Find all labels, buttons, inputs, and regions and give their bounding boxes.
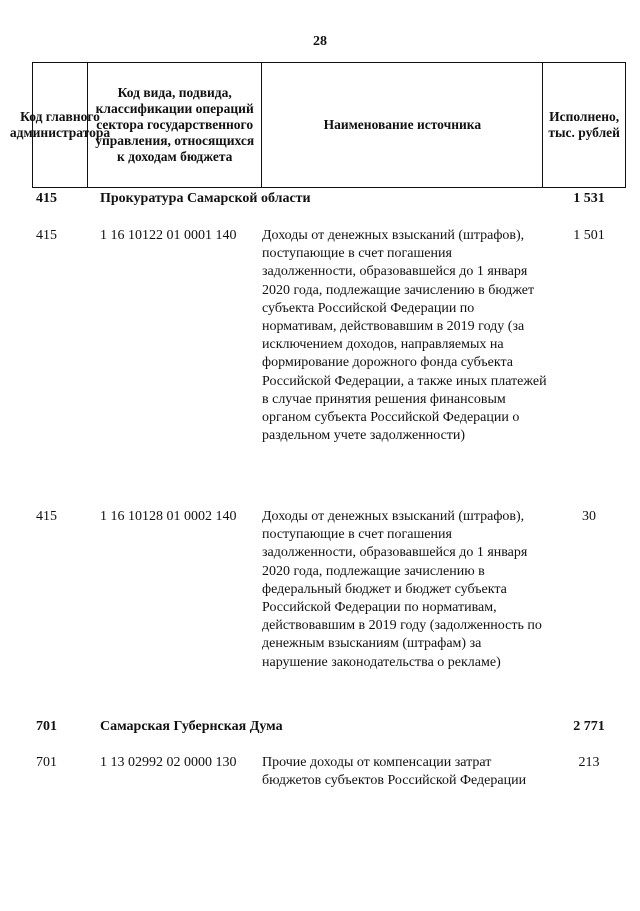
section-code: 701	[36, 719, 57, 734]
section-code: 415	[36, 191, 57, 206]
source-description: Прочие доходы от компенсации затрат бюджетов субъектов Российской Федерации	[262, 755, 527, 789]
section-name: Самарская Губернская Дума	[100, 719, 283, 734]
table-header	[9, 62, 626, 188]
header-classification-code: Код вида, подвида, классификации операций сектора государственного управления, относящихся к доходам бюджета	[88, 63, 262, 187]
classification-code: 1 16 10122 01 0001 140	[100, 228, 237, 243]
section-total: 2 771	[573, 719, 605, 734]
section-name: Прокуратура Самарской области	[100, 191, 311, 206]
header-source-name: Наименование источника	[262, 63, 543, 187]
admin-code: 701	[36, 755, 57, 770]
classification-code: 1 13 02992 02 0000 130	[100, 755, 237, 770]
executed-amount: 1 501	[573, 228, 605, 243]
executed-amount: 30	[582, 509, 596, 524]
executed-amount: 213	[578, 755, 600, 770]
header-executed-amount: Исполнено, тыс. рублей	[548, 109, 620, 140]
page-number: 28	[313, 34, 327, 49]
admin-code: 415	[36, 509, 57, 524]
classification-code: 1 16 10128 01 0002 140	[100, 509, 237, 524]
source-description: Доходы от денежных взысканий (штрафов), поступающие в счет погашения задолженности, образовавшейся до 1 января 2020 года, подлежащие зачислению в федеральный бюджет и бюджет субъекта Российской Федерации по нормативам, действовавшим в 2019 году (задолженность по денежным взысканиям (штрафам) за нарушение законодательства о рекламе)	[262, 509, 542, 670]
header-admin-code: Код главного администратора	[33, 63, 88, 187]
admin-code: 415	[36, 228, 57, 243]
section-total: 1 531	[573, 191, 605, 206]
source-description: Доходы от денежных взысканий (штрафов), поступающие в счет погашения задолженности, образовавшейся до 1 января 2020 года, подлежащие зачислению в бюджет субъекта Российской Федерации по нормативам, действовавшим в 2019 году (за исключением доходов, направляемых на формирование дорожного фонда субъекта Российской Федерации, а также иных платежей в случае принятия решения финансовым органом субъекта Российской Федерации о раздельном учете задолженности)	[262, 228, 547, 444]
